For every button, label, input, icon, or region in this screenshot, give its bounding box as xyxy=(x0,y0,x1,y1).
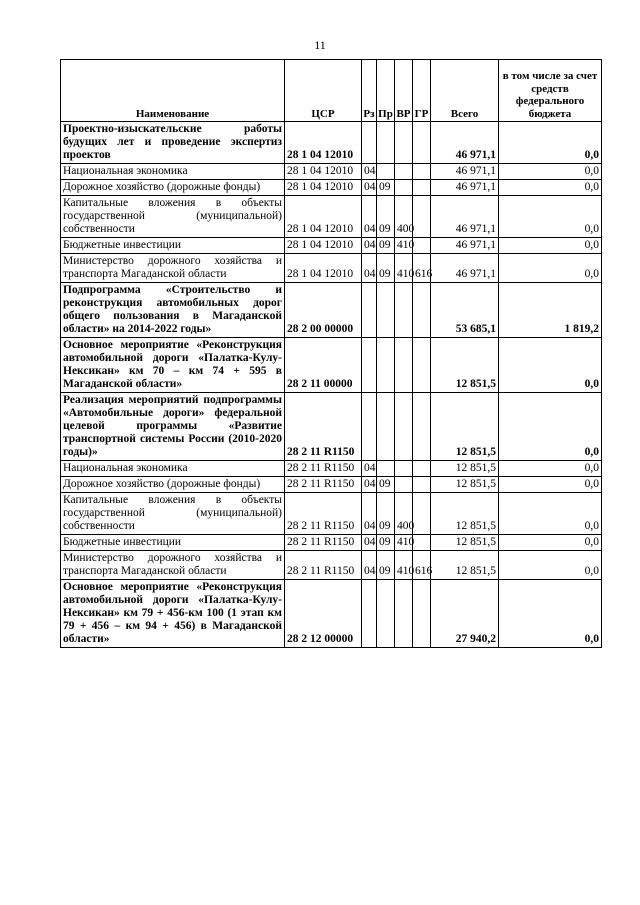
header-pr: Пр xyxy=(377,60,395,122)
cell-federal: 0,0 xyxy=(499,580,602,648)
cell-name: Основное мероприятие «Реконструкция автомобильной дороги «Палатка-Кулу-Нексикан» км 79 + 456-км 100 (1 этап км 79 + 456 – км 94 + 456) в Магаданской области» xyxy=(61,580,285,648)
cell-pr: 09 xyxy=(377,535,395,551)
cell-name: Реализация мероприятий подпрограммы «Автомобильные дороги» федеральной целевой программы «Развитие транспортной системы России (2010-2020 годы)» xyxy=(61,393,285,461)
cell-gr xyxy=(413,196,431,238)
cell-csr: 28 2 11 R1150 xyxy=(285,493,362,535)
table-row xyxy=(61,196,602,238)
header-total: Всего xyxy=(431,60,499,122)
cell-vr xyxy=(395,283,413,338)
table-row xyxy=(61,551,602,580)
cell-federal: 0,0 xyxy=(499,196,602,238)
cell-federal: 0,0 xyxy=(499,180,602,196)
cell-total: 46 971,1 xyxy=(431,238,499,254)
cell-vr xyxy=(395,164,413,180)
cell-federal: 0,0 xyxy=(499,238,602,254)
cell-gr xyxy=(413,283,431,338)
cell-gr: 616 xyxy=(413,254,431,283)
cell-csr: 28 1 04 12010 xyxy=(285,164,362,180)
cell-gr: 616 xyxy=(413,551,431,580)
cell-rz: 04 xyxy=(362,164,377,180)
cell-federal: 0,0 xyxy=(499,254,602,283)
cell-gr xyxy=(413,461,431,477)
cell-rz: 04 xyxy=(362,254,377,283)
cell-rz: 04 xyxy=(362,180,377,196)
cell-pr: 09 xyxy=(377,493,395,535)
cell-gr xyxy=(413,493,431,535)
cell-pr xyxy=(377,164,395,180)
cell-gr xyxy=(413,580,431,648)
cell-total: 12 851,5 xyxy=(431,393,499,461)
cell-name: Капитальные вложения в объекты государственной (муниципальной) собственности xyxy=(61,196,285,238)
cell-gr xyxy=(413,122,431,164)
cell-name: Дорожное хозяйство (дорожные фонды) xyxy=(61,180,285,196)
cell-federal: 0,0 xyxy=(499,535,602,551)
cell-total: 53 685,1 xyxy=(431,283,499,338)
cell-csr: 28 2 11 R1150 xyxy=(285,461,362,477)
cell-total: 27 940,2 xyxy=(431,580,499,648)
cell-pr: 09 xyxy=(377,196,395,238)
cell-rz: 04 xyxy=(362,551,377,580)
cell-name: Основное мероприятие «Реконструкция автомобильной дороги «Палатка-Кулу-Нексикан» км 70 – км 74 + 595 в Магаданской области» xyxy=(61,338,285,393)
cell-rz: 04 xyxy=(362,535,377,551)
header-csr: ЦСР xyxy=(285,60,362,122)
cell-csr: 28 1 04 12010 xyxy=(285,238,362,254)
cell-total: 46 971,1 xyxy=(431,196,499,238)
cell-gr xyxy=(413,238,431,254)
cell-federal: 0,0 xyxy=(499,164,602,180)
cell-pr xyxy=(377,122,395,164)
cell-total: 46 971,1 xyxy=(431,254,499,283)
cell-vr xyxy=(395,477,413,493)
cell-csr: 28 1 04 12010 xyxy=(285,196,362,238)
cell-pr xyxy=(377,393,395,461)
table-row xyxy=(61,254,602,283)
table-row xyxy=(61,164,602,180)
cell-pr: 09 xyxy=(377,551,395,580)
cell-vr xyxy=(395,580,413,648)
cell-rz xyxy=(362,283,377,338)
cell-pr xyxy=(377,338,395,393)
cell-vr: 410 xyxy=(395,551,413,580)
cell-vr xyxy=(395,338,413,393)
header-name: Наименование xyxy=(61,60,285,122)
cell-name: Бюджетные инвестиции xyxy=(61,535,285,551)
cell-rz xyxy=(362,338,377,393)
cell-name: Национальная экономика xyxy=(61,461,285,477)
table-row xyxy=(61,493,602,535)
cell-total: 46 971,1 xyxy=(431,164,499,180)
cell-gr xyxy=(413,180,431,196)
cell-rz: 04 xyxy=(362,493,377,535)
table-header-row xyxy=(61,60,602,122)
cell-csr: 28 1 04 12010 xyxy=(285,122,362,164)
cell-csr: 28 2 12 00000 xyxy=(285,580,362,648)
cell-pr xyxy=(377,461,395,477)
cell-gr xyxy=(413,338,431,393)
cell-rz xyxy=(362,122,377,164)
cell-csr: 28 2 00 00000 xyxy=(285,283,362,338)
cell-vr xyxy=(395,122,413,164)
cell-pr: 09 xyxy=(377,254,395,283)
cell-name: Капитальные вложения в объекты государственной (муниципальной) собственности xyxy=(61,493,285,535)
cell-total: 46 971,1 xyxy=(431,122,499,164)
cell-csr: 28 2 11 R1150 xyxy=(285,393,362,461)
cell-rz: 04 xyxy=(362,461,377,477)
cell-vr xyxy=(395,461,413,477)
table-row xyxy=(61,535,602,551)
table-row xyxy=(61,477,602,493)
table-row xyxy=(61,283,602,338)
cell-csr: 28 1 04 12010 xyxy=(285,180,362,196)
budget-table xyxy=(60,59,602,648)
cell-federal: 0,0 xyxy=(499,393,602,461)
cell-vr xyxy=(395,180,413,196)
header-gr: ГР xyxy=(413,60,431,122)
page-number: 11 xyxy=(314,38,326,52)
cell-gr xyxy=(413,477,431,493)
cell-total: 12 851,5 xyxy=(431,493,499,535)
table-row xyxy=(61,122,602,164)
cell-rz xyxy=(362,393,377,461)
table-row xyxy=(61,180,602,196)
cell-federal: 0,0 xyxy=(499,461,602,477)
cell-total: 46 971,1 xyxy=(431,180,499,196)
cell-total: 12 851,5 xyxy=(431,535,499,551)
cell-pr xyxy=(377,283,395,338)
table-row xyxy=(61,393,602,461)
cell-csr: 28 1 04 12010 xyxy=(285,254,362,283)
table-row xyxy=(61,580,602,648)
cell-name: Проектно-изыскательские работы будущих лет и проведение экспертиз проектов xyxy=(61,122,285,164)
cell-csr: 28 2 11 R1150 xyxy=(285,477,362,493)
cell-name: Национальная экономика xyxy=(61,164,285,180)
cell-rz: 04 xyxy=(362,238,377,254)
cell-name: Министерство дорожного хозяйства и транспорта Магаданской области xyxy=(61,254,285,283)
cell-federal: 1 819,2 xyxy=(499,283,602,338)
header-vr: ВР xyxy=(395,60,413,122)
cell-total: 12 851,5 xyxy=(431,477,499,493)
cell-pr xyxy=(377,580,395,648)
cell-gr xyxy=(413,164,431,180)
cell-vr: 400 xyxy=(395,493,413,535)
cell-vr: 410 xyxy=(395,535,413,551)
cell-federal: 0,0 xyxy=(499,493,602,535)
cell-federal: 0,0 xyxy=(499,122,602,164)
cell-rz: 04 xyxy=(362,196,377,238)
cell-csr: 28 2 11 00000 xyxy=(285,338,362,393)
table-row xyxy=(61,338,602,393)
cell-vr: 410 xyxy=(395,254,413,283)
cell-rz xyxy=(362,580,377,648)
cell-gr xyxy=(413,535,431,551)
cell-name: Бюджетные инвестиции xyxy=(61,238,285,254)
cell-vr: 410 xyxy=(395,238,413,254)
cell-csr: 28 2 11 R1150 xyxy=(285,535,362,551)
cell-gr xyxy=(413,393,431,461)
cell-federal: 0,0 xyxy=(499,477,602,493)
cell-name: Министерство дорожного хозяйства и транспорта Магаданской области xyxy=(61,551,285,580)
table-row xyxy=(61,461,602,477)
cell-pr: 09 xyxy=(377,477,395,493)
table-row xyxy=(61,238,602,254)
header-federal: в том числе за счет средств федерального бюджета xyxy=(499,60,602,122)
cell-csr: 28 2 11 R1150 xyxy=(285,551,362,580)
cell-total: 12 851,5 xyxy=(431,461,499,477)
header-rz: Рз xyxy=(362,60,377,122)
cell-total: 12 851,5 xyxy=(431,338,499,393)
cell-pr: 09 xyxy=(377,180,395,196)
cell-pr: 09 xyxy=(377,238,395,254)
cell-vr: 400 xyxy=(395,196,413,238)
cell-federal: 0,0 xyxy=(499,551,602,580)
cell-federal: 0,0 xyxy=(499,338,602,393)
cell-total: 12 851,5 xyxy=(431,551,499,580)
cell-vr xyxy=(395,393,413,461)
cell-name: Подпрограмма «Строительство и реконструкция автомобильных дорог общего пользования в Магаданской области» на 2014-2022 годы» xyxy=(61,283,285,338)
cell-name: Дорожное хозяйство (дорожные фонды) xyxy=(61,477,285,493)
cell-rz: 04 xyxy=(362,477,377,493)
